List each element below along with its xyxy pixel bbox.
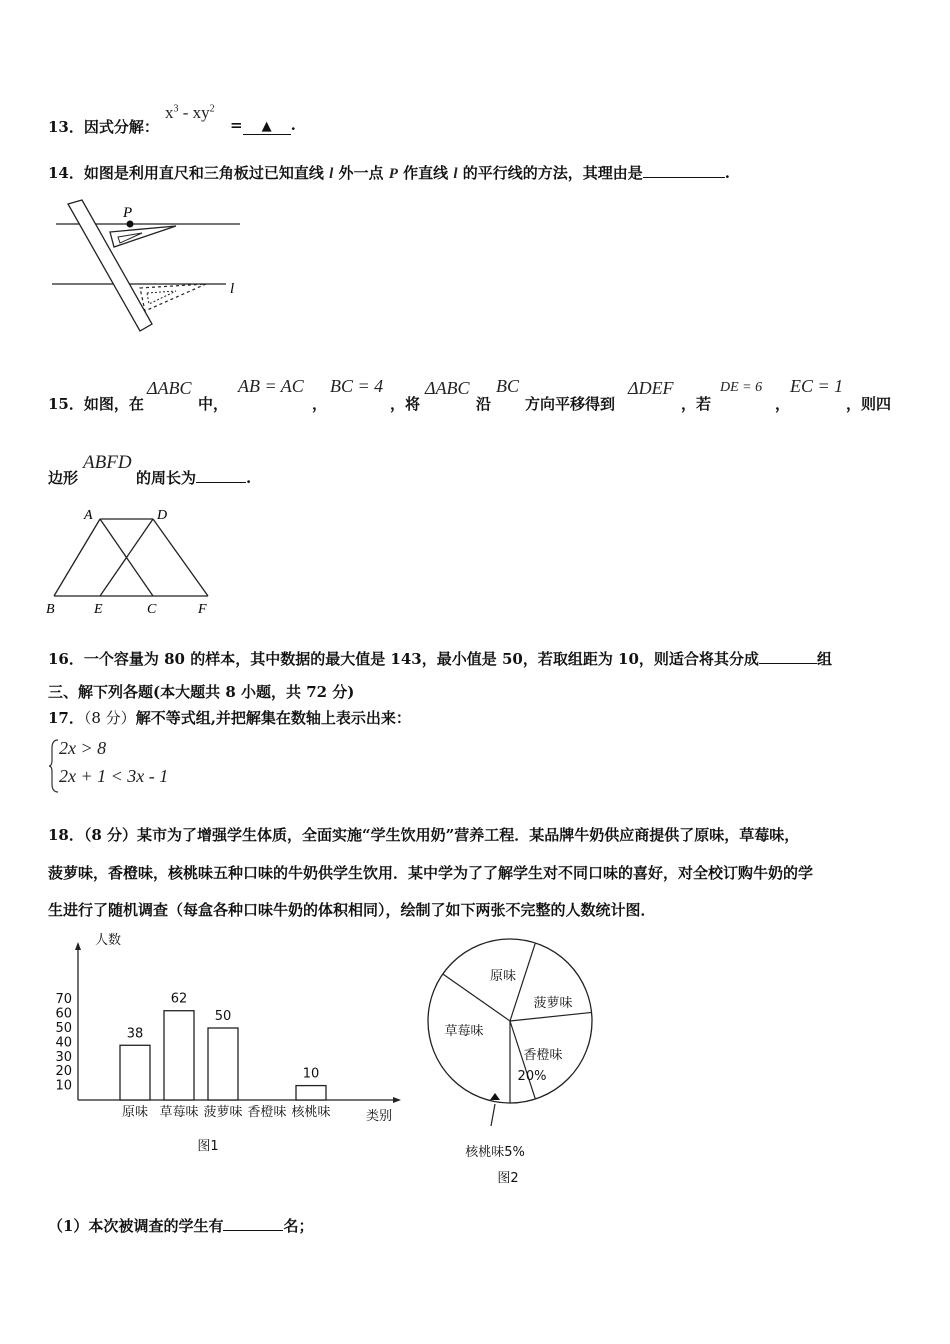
callout-label: 核桃味5% xyxy=(465,1145,525,1160)
point-p xyxy=(127,221,134,228)
q17-inequality-1: 2x > 8 xyxy=(59,738,107,758)
x-tick-label: 原味 xyxy=(121,1105,149,1120)
slice-percent-label: 20% xyxy=(517,1069,547,1084)
q18-sub1-blank[interactable] xyxy=(223,1230,283,1231)
x-tick-label: 草莓味 xyxy=(159,1105,199,1120)
x-tick-label: 核桃味 xyxy=(291,1105,331,1120)
bar xyxy=(296,1086,326,1100)
q13-answer-blank[interactable]: ▲ xyxy=(243,119,291,135)
q15-w4: 方向平移得到 xyxy=(525,395,616,413)
x-axis-arrow xyxy=(393,1097,401,1103)
bar-value-label: 50 xyxy=(214,1009,232,1024)
q15-translation-figure xyxy=(40,505,220,620)
pie-chart-figure2 xyxy=(420,930,600,1192)
q15-answer-blank[interactable] xyxy=(196,482,246,483)
section3-title: 三、解下列各题(本大题共 8 小题，共 72 分) xyxy=(48,683,355,701)
q13-label: 因式分解： xyxy=(83,118,159,136)
q15-eq4: EC = 1 xyxy=(790,376,844,396)
q15-line2-end: 的周长为 . xyxy=(136,469,252,487)
callout-line xyxy=(491,1104,495,1126)
q18-line2: 菠萝味，香橙味，核桃味五种口味的牛奶供学生饮用．某中学为了了解学生对不同口味的喜好，对全校订购牛奶的学 xyxy=(48,864,814,882)
q15-eq1: AB = AC xyxy=(238,376,304,396)
label-l: l xyxy=(230,281,235,297)
q17-inequality-2: 2x + 1 < 3x - 1 xyxy=(59,766,169,786)
chart-title: 图1 xyxy=(197,1139,219,1154)
y-tick-label: 70 xyxy=(55,992,72,1008)
y-axis-arrow xyxy=(75,942,81,950)
q15-tri3: ΔDEF xyxy=(628,378,674,398)
label-p: P xyxy=(123,205,133,221)
label-d: D xyxy=(157,508,168,523)
q16-answer-blank[interactable] xyxy=(759,663,817,664)
bar-value-label: 62 xyxy=(170,991,188,1007)
label-e: E xyxy=(94,602,103,617)
segment-ab xyxy=(54,519,100,596)
q15-line1-a: 15．如图，在 xyxy=(48,395,144,413)
bar-value-label: 38 xyxy=(126,1026,144,1042)
label-b: B xyxy=(46,602,55,617)
bar-chart-figure1 xyxy=(48,930,408,1160)
q15-w2: 中， xyxy=(198,395,229,413)
x-tick-label: 菠萝味 xyxy=(203,1105,243,1120)
q15-c2: ，将 xyxy=(390,395,421,413)
q15-c1: ， xyxy=(312,395,328,413)
q18-line1: 18．（8 分）某市为了增强学生体质，全面实施“学生饮用奶”营养工程．某品牌牛奶供应商提供了原味，草莓味， xyxy=(48,826,800,844)
q18-line3: 生进行了随机调查（每盒各种口味牛奶的体积相同），绘制了如下两张不完整的人数统计图． xyxy=(48,901,656,919)
slice-label: 草莓味 xyxy=(444,1024,484,1039)
triangle-bottom xyxy=(140,284,206,311)
chart-title: 图2 xyxy=(497,1171,519,1186)
q15-w3: 沿 xyxy=(476,395,492,413)
label-c: C xyxy=(147,602,157,617)
q13-expression: $x^3 - xy^2$ xyxy=(165,103,215,122)
bar xyxy=(120,1045,150,1100)
q13-number: 13． xyxy=(48,118,84,136)
q17-text: 17．（8 分）解不等式组,并把解集在数轴上表示出来： xyxy=(48,709,411,727)
q15-c3: ， xyxy=(775,395,791,413)
label-f: F xyxy=(198,602,207,617)
ruler xyxy=(68,200,152,331)
q15-eq2: BC = 4 xyxy=(330,376,384,396)
q15-seg: BC xyxy=(496,376,520,396)
triangle-bottom-inner xyxy=(147,291,176,304)
q15-tri1: ΔABC xyxy=(147,378,192,398)
q13-equals: = xyxy=(230,116,243,134)
bar xyxy=(208,1028,238,1100)
q14-text: 14．如图是利用直尺和三角板过已知直线 l 外一点 P 作直线 l 的平行线的方法，其理由是 . xyxy=(48,164,730,182)
q18-sub1: （1）本次被调查的学生有 名； xyxy=(48,1217,314,1235)
q14-answer-blank[interactable] xyxy=(643,177,725,178)
q15-quad: ABFD xyxy=(83,452,132,473)
y-tick-label: 40 xyxy=(55,1035,72,1051)
q15-w7: 边形 xyxy=(48,469,79,487)
slice-label: 原味 xyxy=(489,969,517,984)
bar xyxy=(164,1011,194,1100)
q15-eq3: DE = 6 xyxy=(720,380,763,395)
y-tick-label: 50 xyxy=(55,1021,72,1036)
y-tick-label: 60 xyxy=(55,1006,72,1022)
x-tick-label: 香橙味 xyxy=(247,1105,287,1120)
q16-text: 16．一个容量为 80 的样本，其中数据的最大值是 143，最小值是 50，若取组距为 10，则适合将其分成 组 xyxy=(48,650,832,668)
segment-df xyxy=(153,519,208,596)
slice-label: 香橙味 xyxy=(523,1048,563,1063)
bar-value-label: 10 xyxy=(302,1066,320,1082)
y-tick-label: 10 xyxy=(55,1078,72,1094)
q15-w6: ，则四 xyxy=(846,395,892,413)
slice-label: 菠萝味 xyxy=(533,996,573,1011)
x-axis-label: 类别 xyxy=(366,1109,393,1124)
q15-tri2: ΔABC xyxy=(425,378,470,398)
y-axis-label: 人数 xyxy=(95,933,122,948)
q14-ruler-figure xyxy=(48,198,248,338)
q15-w5: ，若 xyxy=(681,395,712,413)
label-a: A xyxy=(84,508,93,523)
y-tick-label: 30 xyxy=(55,1049,72,1065)
y-tick-label: 20 xyxy=(55,1064,72,1080)
